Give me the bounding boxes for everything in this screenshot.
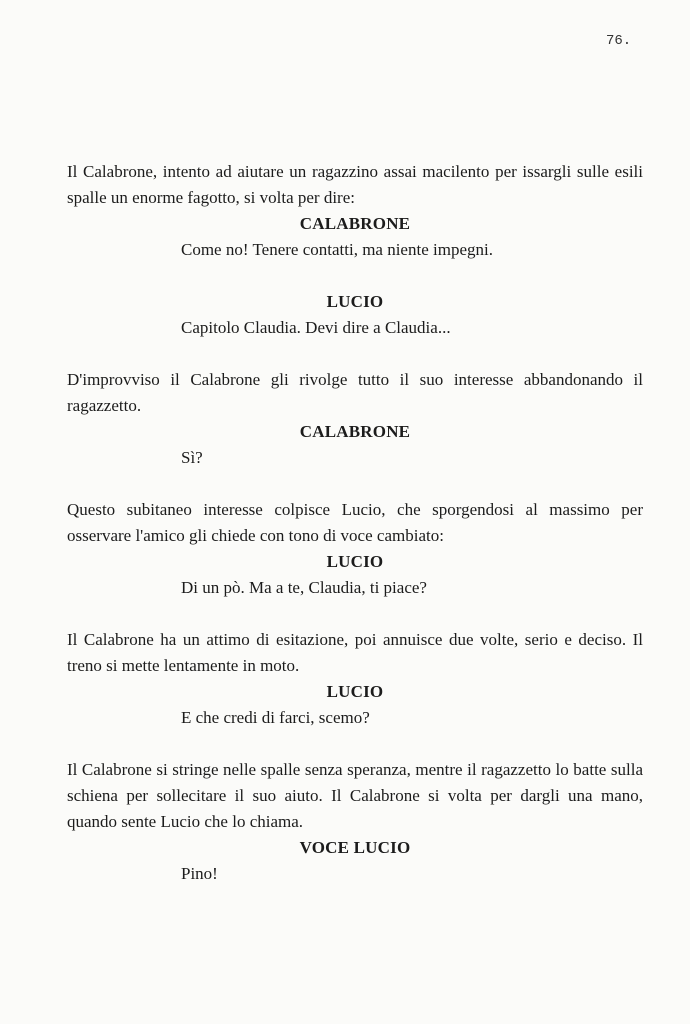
- action-paragraph: Il Calabrone ha un attimo di esitazione, poi annuisce due volte, serio e deciso. Il treno si mette lentamente in moto.: [67, 630, 643, 675]
- spacer: [67, 601, 643, 627]
- screenplay-page: [67, 159, 643, 887]
- spacer: [67, 263, 643, 289]
- action-paragraph: Il Calabrone si stringe nelle spalle senza speranza, mentre il ragazzetto lo batte sulla schiena per sollecitare il suo aiuto. Il Calabrone si volta per dargli una mano, quando sente Lucio che lo chiama.: [67, 760, 643, 831]
- spacer: [67, 471, 643, 497]
- dialogue-line: Sì?: [181, 448, 203, 467]
- action-paragraph: D'improvviso il Calabrone gli rivolge tutto il suo interesse abbandonando il ragazzetto.: [67, 370, 643, 415]
- speaker-name: LUCIO: [326, 292, 384, 311]
- page-number: 76.: [606, 33, 632, 49]
- speaker-name: VOCE LUCIO: [299, 838, 411, 857]
- dialogue-line: E che credi di farci, scemo?: [181, 708, 370, 727]
- dialogue-line: Come no! Tenere contatti, ma niente impegni.: [181, 240, 493, 259]
- speaker-name: CALABRONE: [299, 422, 411, 441]
- speaker-name: LUCIO: [326, 682, 384, 701]
- spacer: [67, 731, 643, 757]
- speaker-name: CALABRONE: [299, 214, 411, 233]
- action-paragraph: Questo subitaneo interesse colpisce Lucio, che sporgendosi al massimo per osservare l'amico gli chiede con tono di voce cambiato:: [67, 500, 643, 545]
- spacer: [67, 341, 643, 367]
- action-paragraph: Il Calabrone, intento ad aiutare un ragazzino assai macilento per issargli sulle esili spalle un enorme fagotto, si volta per dire:: [67, 162, 643, 207]
- speaker-name: LUCIO: [326, 552, 384, 571]
- dialogue-line: Di un pò. Ma a te, Claudia, ti piace?: [181, 578, 427, 597]
- dialogue-line: Pino!: [181, 864, 218, 883]
- dialogue-line: Capitolo Claudia. Devi dire a Claudia...: [181, 318, 451, 337]
